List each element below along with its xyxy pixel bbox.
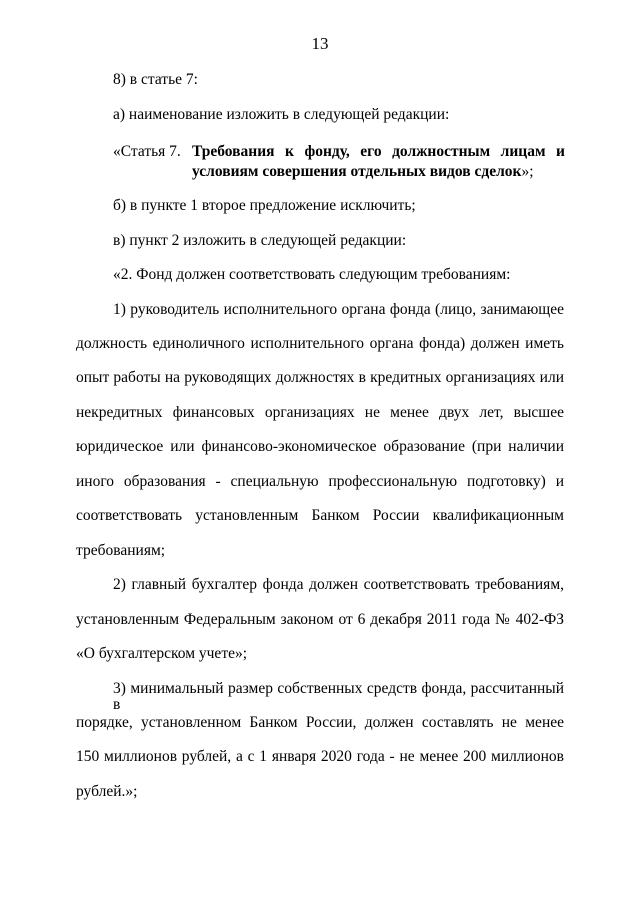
sub1-line-5: юридическое или финансово-экономическое образование (при наличии xyxy=(76,438,564,455)
sub1-line-4: некредитных финансовых организациях не менее двух лет, высшее xyxy=(76,404,564,421)
sub2-line-2: установленным Федеральным законом от 6 декабря 2011 года № 402-ФЗ xyxy=(76,611,564,628)
item-8-b: б) в пункте 1 второе предложение исключить; xyxy=(113,197,416,214)
article-prefix: «Статья 7. xyxy=(113,143,181,160)
item-8: 8) в статье 7: xyxy=(113,71,198,88)
sub1-line-2: должность единоличного исполнительного органа фонда) должен иметь xyxy=(76,335,564,352)
sub3-line-2: порядке, установленном Банком России, должен составлять не менее xyxy=(76,714,564,731)
sub2-line-3: «О бухгалтерском учете»; xyxy=(76,645,248,662)
sub1-line-7: соответствовать установленным Банком России квалификационным xyxy=(76,507,564,524)
article-title-line-2 xyxy=(192,162,534,182)
sub1-line-3: опыт работы на руководящих должностях в кредитных организациях или xyxy=(76,369,564,386)
article-title-line-1: Требования к фонду, его должностным лицам и xyxy=(192,143,565,160)
sub3-line-4: рублей.»; xyxy=(76,783,138,800)
item-8-a: а) наименование изложить в следующей редакции: xyxy=(113,106,450,123)
item-8-v: в) пункт 2 изложить в следующей редакции: xyxy=(113,232,407,249)
page-number: 13 xyxy=(311,34,329,53)
article-title-line-2-text: условиям совершения отдельных видов сделок xyxy=(192,163,522,180)
sub1-line-6: иного образования - специальную профессиональную подготовку) и xyxy=(76,473,564,490)
sub1-line-1: 1) руководитель исполнительного органа фонда (лицо, занимающее xyxy=(113,301,564,318)
article-title-line-2-end: »; xyxy=(521,163,534,180)
sub2-line-1: 2) главный бухгалтер фонда должен соответствовать требованиям, xyxy=(113,576,564,593)
sub3-line-3: 150 миллионов рублей, а с 1 января 2020 года - не менее 200 миллионов xyxy=(76,748,564,765)
sub1-line-8: требованиям; xyxy=(76,542,166,559)
sub3-line-1: 3) минимальный размер собственных средств фонда, рассчитанный в xyxy=(113,680,564,713)
point-2-intro: «2. Фонд должен соответствовать следующим требованиям: xyxy=(113,266,511,283)
